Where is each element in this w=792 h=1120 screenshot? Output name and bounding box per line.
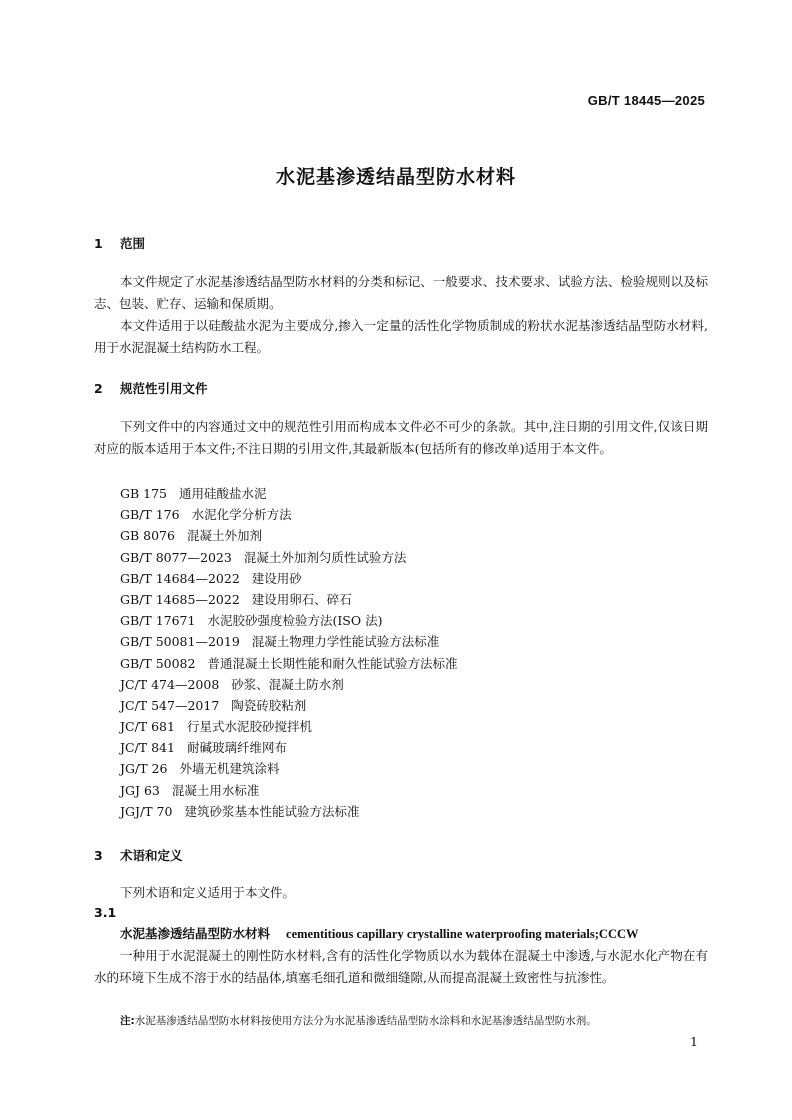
reference-item: [120, 631, 457, 652]
reference-code: GB/T 176: [120, 507, 180, 523]
term-chinese: 水泥基渗透结晶型防水材料: [120, 926, 271, 941]
reference-code: JC/T 547—2017: [120, 697, 220, 713]
reference-code: GB/T 14684—2022: [120, 570, 240, 586]
term-entry: [120, 924, 639, 942]
reference-item: [120, 737, 457, 758]
section-number: 3: [94, 848, 103, 863]
reference-code: GB/T 14685—2022: [120, 591, 240, 607]
reference-list: [120, 483, 457, 822]
reference-item: [120, 716, 457, 737]
reference-code: JC/T 474—2008: [120, 676, 220, 692]
term-english: cementitious capillary crystalline waterproofing materials;CCCW: [286, 927, 639, 941]
reference-title: 混凝土用水标准: [171, 782, 260, 798]
section-title: 范围: [120, 236, 146, 251]
reference-code: JGJ/T 70: [120, 803, 173, 819]
reference-code: JC/T 681: [120, 719, 175, 735]
reference-code: JG/T 26: [120, 761, 168, 777]
reference-item: [120, 801, 457, 822]
term-number: 3.1: [94, 905, 117, 920]
reference-code: GB/T 50081—2019: [120, 634, 240, 650]
section-number: 1: [94, 236, 103, 251]
reference-title: 耐碱玻璃纤维网布: [186, 740, 287, 756]
standard-code: GB/T 18445—2025: [587, 93, 705, 108]
reference-item: [120, 674, 457, 695]
note-label: 注:: [120, 1015, 135, 1027]
reference-title: 外墙无机建筑涂料: [179, 761, 280, 777]
reference-item: [120, 653, 457, 674]
reference-title: 水泥化学分析方法: [191, 507, 292, 523]
reference-item: [120, 568, 457, 589]
section-2-heading: [94, 379, 208, 397]
reference-item: [120, 780, 457, 801]
scope-paragraph-1: 本文件规定了水泥基渗透结晶型防水材料的分类和标记、一般要求、技术要求、试验方法、检验规则以及标志、包装、贮存、运输和保质期。: [94, 274, 708, 311]
reference-item: [120, 483, 457, 504]
normative-refs-intro: 下列文件中的内容通过文中的规范性引用而构成本文件必不可少的条款。其中,注日期的引用文件,仅该日期对应的版本适用于本文件;不注日期的引用文件,其最新版本(包括所有的修改单)适用于本文件。: [94, 419, 708, 456]
reference-title: 混凝土物理力学性能试验方法标准: [251, 634, 440, 650]
reference-code: GB/T 50082: [120, 655, 196, 671]
reference-title: 水泥胶砂强度检验方法(ISO 法): [207, 613, 383, 629]
reference-item: [120, 525, 457, 546]
reference-item: [120, 695, 457, 716]
section-1-heading: [94, 234, 145, 252]
section-number: 2: [94, 381, 103, 396]
reference-title: 普通混凝土长期性能和耐久性能试验方法标准: [207, 655, 458, 671]
note-text: 水泥基渗透结晶型防水材料按使用方法分为水泥基渗透结晶型防水涂料和水泥基渗透结晶型防水剂。: [134, 1015, 597, 1027]
reference-title: 混凝土外加剂: [186, 528, 262, 544]
reference-title: 行星式水泥胶砂搅拌机: [186, 719, 312, 735]
reference-code: GB 8076: [120, 528, 175, 544]
terms-intro: 下列术语和定义适用于本文件。: [120, 885, 296, 900]
reference-title: 建设用砂: [251, 570, 302, 586]
reference-code: GB 175: [120, 486, 168, 501]
term-definition: 一种用于水泥混凝土的刚性防水材料,含有的活性化学物质以水为载体在混凝土中渗透,与水泥水化产物在有水的环境下生成不溶于水的结晶体,填塞毛细孔道和微细缝隙,从而提高混凝土致密性与抗渗性。: [94, 948, 708, 985]
reference-item: [120, 610, 457, 631]
reference-item: [120, 504, 457, 525]
section-3-heading: [94, 846, 183, 864]
page-number: 1: [690, 1034, 698, 1049]
reference-title: 陶瓷砖胶粘剂: [231, 697, 307, 713]
reference-title: 砂浆、混凝土防水剂: [231, 676, 344, 692]
reference-code: JGJ 63: [120, 782, 160, 798]
section-title: 规范性引用文件: [120, 381, 208, 396]
reference-item: [120, 589, 457, 610]
reference-code: GB/T 17671: [120, 613, 196, 629]
term-note: [120, 1013, 597, 1028]
document-title: 水泥基渗透结晶型防水材料: [275, 166, 516, 188]
reference-item: [120, 758, 457, 779]
reference-title: 混凝土外加剂匀质性试验方法: [243, 549, 407, 565]
reference-item: [120, 547, 457, 568]
reference-title: 建设用卵石、碎石: [251, 591, 352, 607]
section-title: 术语和定义: [120, 848, 183, 863]
scope-paragraph-2: 本文件适用于以硅酸盐水泥为主要成分,掺入一定量的活性化学物质制成的粉状水泥基渗透结晶型防水材料,用于水泥混凝土结构防水工程。: [94, 318, 708, 355]
reference-code: JC/T 841: [120, 740, 175, 756]
reference-title: 通用硅酸盐水泥: [179, 486, 267, 501]
reference-code: GB/T 8077—2023: [120, 549, 232, 565]
reference-title: 建筑砂浆基本性能试验方法标准: [184, 803, 360, 819]
